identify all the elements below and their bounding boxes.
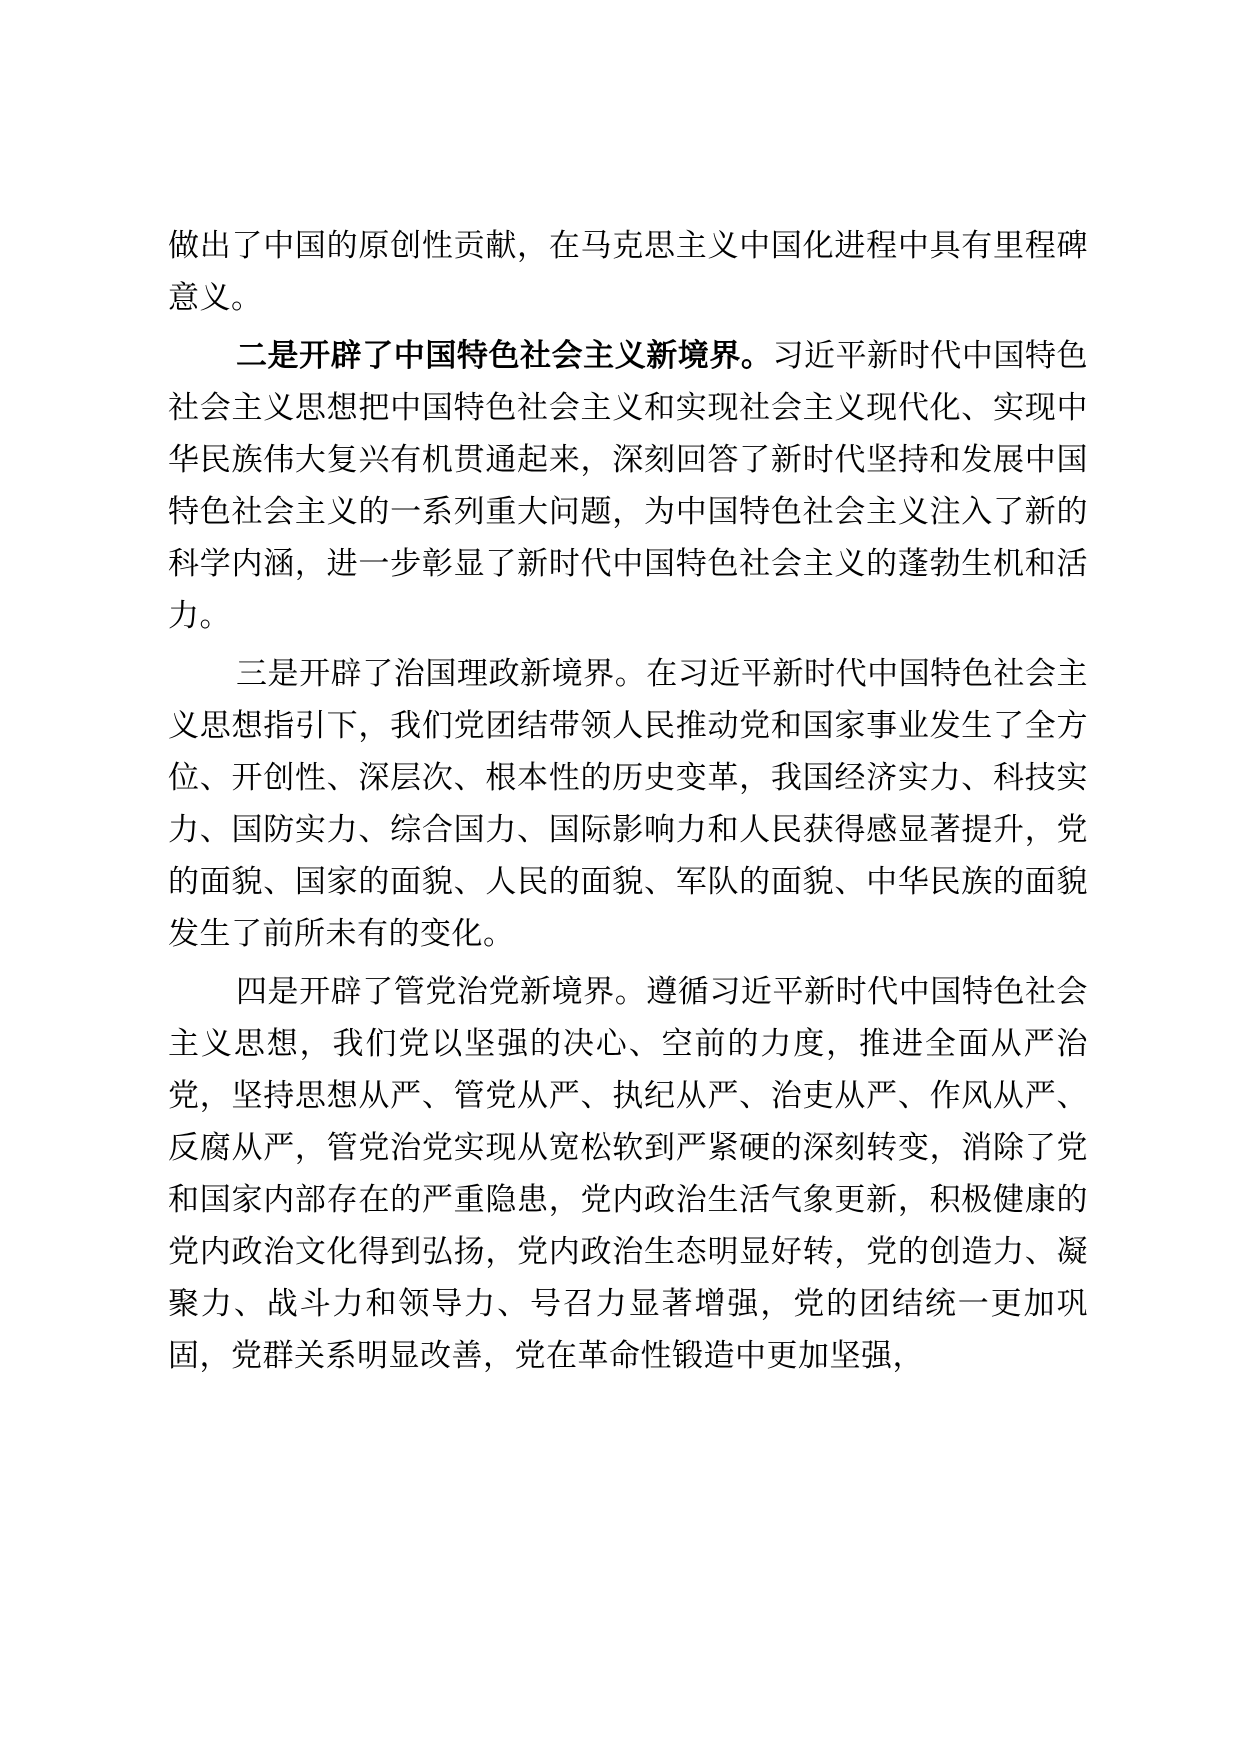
- document-page: [168, 220, 1088, 1388]
- paragraph-text: 三是开辟了治国理政新境界。在习近平新时代中国特色社会主义思想指引下，我们党团结带领人民推动党和国家事业发生了全方位、开创性、深层次、根本性的历史变革，我国经济实力、科技实力、国防实力、综合国力、国际影响力和人民获得感显著提升，党的面貌、国家的面貌、人民的面貌、军队的面貌、中华民族的面貌发生了前所未有的变化。: [168, 656, 1088, 952]
- paragraph-heading: 二是开辟了中国特色社会主义新境界。: [236, 338, 773, 374]
- paragraph-text: 四是开辟了管党治党新境界。遵循习近平新时代中国特色社会主义思想，我们党以坚强的决心、空前的力度，推进全面从严治党，坚持思想从严、管党从严、执纪从严、治吏从严、作风从严、反腐从严，管党治党实现从宽松软到严紧硬的深刻转变，消除了党和国家内部存在的严重隐患，党内政治生活气象更新，积极健康的党内政治文化得到弘扬，党内政治生态明显好转，党的创造力、凝聚力、战斗力和领导力、号召力显著增强，党的团结统一更加巩固，党群关系明显改善，党在革命性锻造中更加坚强，: [168, 974, 1088, 1374]
- paragraph-text: 习近平新时代中国特色社会主义思想把中国特色社会主义和实现社会主义现代化、实现中华民族伟大复兴有机贯通起来，深刻回答了新时代坚持和发展中国特色社会主义的一系列重大问题，为中国特色社会主义注入了新的科学内涵，进一步彰显了新时代中国特色社会主义的蓬勃生机和活力。: [168, 338, 1089, 634]
- paragraph-point-two: [168, 330, 1088, 642]
- paragraph-continuation: [168, 220, 1088, 324]
- paragraph-point-three: [168, 648, 1088, 960]
- paragraph-point-four: [168, 966, 1088, 1382]
- paragraph-text: 做出了中国的原创性贡献，在马克思主义中国化进程中具有里程碑意义。: [168, 228, 1088, 316]
